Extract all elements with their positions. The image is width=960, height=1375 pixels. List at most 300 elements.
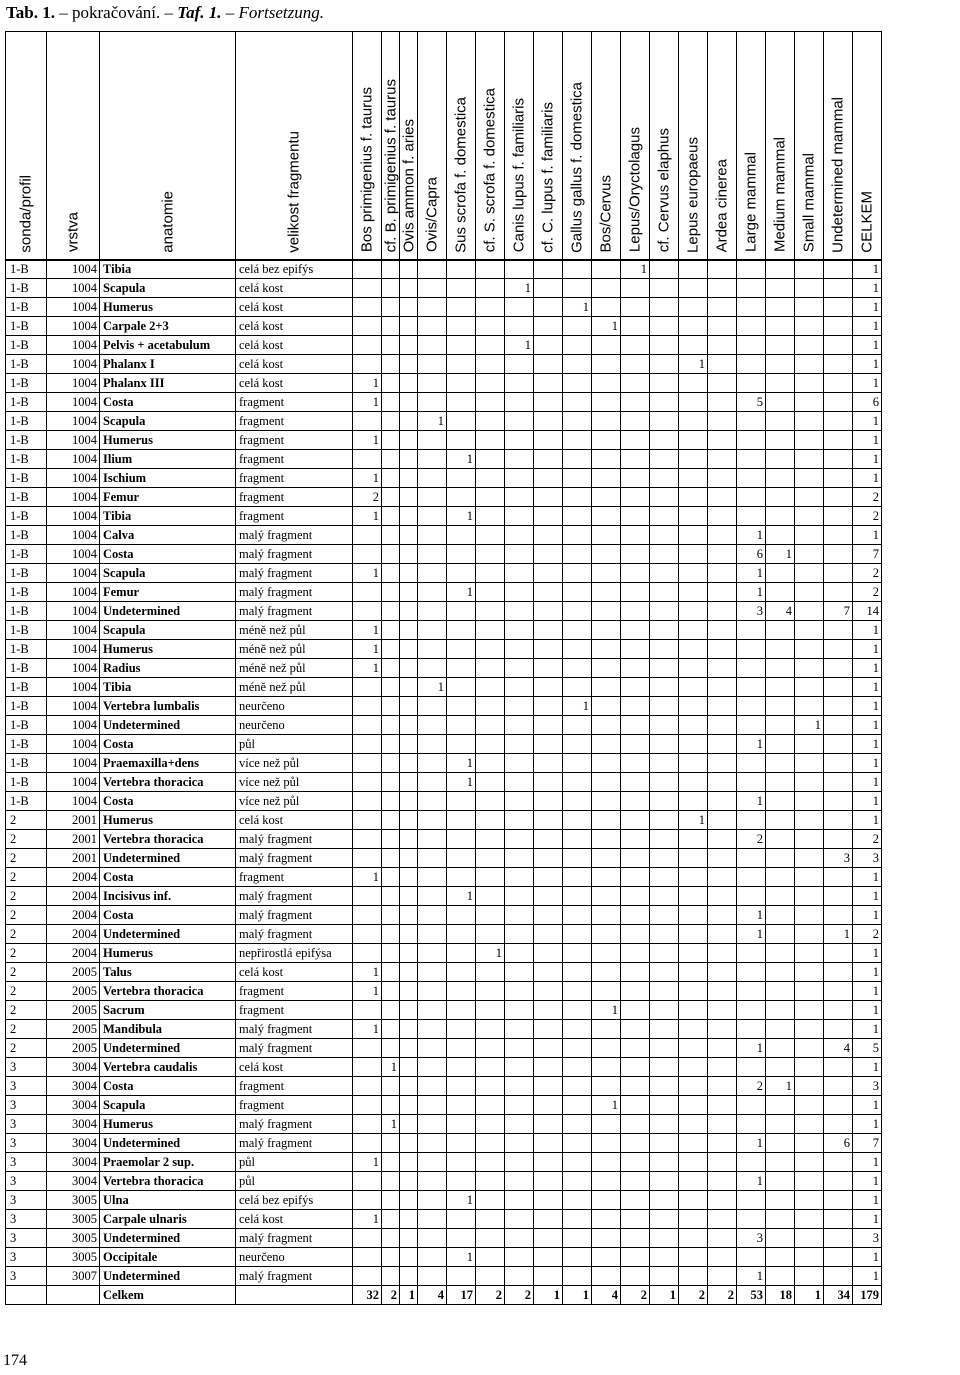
cell-count (563, 1001, 592, 1020)
cell-count (534, 1172, 563, 1191)
cell-sonda: 1-B (6, 393, 47, 412)
cell-count (382, 564, 400, 583)
cell-count (382, 887, 400, 906)
cell-count (534, 697, 563, 716)
cell-count (534, 1229, 563, 1248)
cell-count (795, 336, 824, 355)
cell-count (447, 279, 476, 298)
cell-count (621, 298, 650, 317)
total-cell: 17 (447, 1286, 476, 1305)
cell-count (382, 393, 400, 412)
table-row (6, 621, 882, 640)
cell-count (447, 545, 476, 564)
cell-count (650, 811, 679, 830)
cell-count (563, 374, 592, 393)
cell-count (621, 735, 650, 754)
cell-count (563, 1134, 592, 1153)
cell-count: 1 (592, 317, 621, 336)
table-row (6, 1115, 882, 1134)
cell-count: 1 (853, 1172, 882, 1191)
cell-vrstva: 1004 (47, 507, 100, 526)
cell-count: 1 (853, 317, 882, 336)
cell-count (766, 260, 795, 279)
cell-count (679, 773, 708, 792)
cell-count (708, 906, 737, 925)
cell-count (563, 260, 592, 279)
cell-vrstva: 1004 (47, 735, 100, 754)
cell-vrstva: 1004 (47, 659, 100, 678)
cell-count (824, 773, 853, 792)
cell-count (505, 1172, 534, 1191)
cell-velikost: méně než půl (236, 678, 353, 697)
cell-count (476, 1229, 505, 1248)
cell-count (447, 1001, 476, 1020)
cell-count (353, 1172, 382, 1191)
cell-vrstva: 1004 (47, 355, 100, 374)
cell-count (534, 678, 563, 697)
cell-count (621, 1077, 650, 1096)
cell-count (400, 716, 418, 735)
cell-anatomie: Calva (100, 526, 236, 545)
cell-count (476, 963, 505, 982)
total-cell: 2 (505, 1286, 534, 1305)
cell-count (824, 830, 853, 849)
cell-count (650, 336, 679, 355)
cell-vrstva: 1004 (47, 792, 100, 811)
cell-count (621, 1001, 650, 1020)
cell-velikost: fragment (236, 1096, 353, 1115)
cell-count (679, 754, 708, 773)
cell-count (400, 412, 418, 431)
cell-count (766, 1153, 795, 1172)
cell-count (650, 431, 679, 450)
cell-count: 1 (505, 336, 534, 355)
cell-count: 1 (853, 1153, 882, 1172)
cell-count (679, 735, 708, 754)
total-cell: 1 (534, 1286, 563, 1305)
cell-count (353, 773, 382, 792)
header-label: Medium mammal (771, 137, 789, 253)
cell-count (353, 298, 382, 317)
cell-count (447, 469, 476, 488)
cell-count: 1 (795, 716, 824, 735)
cell-count (621, 1115, 650, 1134)
cell-anatomie: Costa (100, 735, 236, 754)
cell-count (353, 906, 382, 925)
cell-count (679, 526, 708, 545)
cell-count (418, 811, 447, 830)
cell-count (476, 450, 505, 469)
cell-count (563, 944, 592, 963)
cell-count (476, 374, 505, 393)
cell-count (563, 450, 592, 469)
cell-count (708, 754, 737, 773)
cell-count (824, 906, 853, 925)
cell-count (592, 1134, 621, 1153)
cell-count (505, 716, 534, 735)
cell-count (353, 450, 382, 469)
cell-count (353, 735, 382, 754)
table-row (6, 982, 882, 1001)
table-row (6, 944, 882, 963)
cell-count (650, 982, 679, 1001)
header-taxon-7 (418, 32, 447, 260)
cell-count (708, 925, 737, 944)
cell-count: 1 (853, 868, 882, 887)
cell-count (505, 1001, 534, 1020)
cell-count (737, 1001, 766, 1020)
cell-count (563, 583, 592, 602)
cell-count (621, 583, 650, 602)
cell-count: 1 (737, 1267, 766, 1286)
cell-count (650, 925, 679, 944)
cell-count (476, 545, 505, 564)
total-cell: 34 (824, 1286, 853, 1305)
cell-count (766, 1001, 795, 1020)
cell-count (476, 792, 505, 811)
cell-velikost: neurčeno (236, 716, 353, 735)
cell-count (621, 279, 650, 298)
cell-count (447, 716, 476, 735)
cell-count: 1 (737, 564, 766, 583)
cell-anatomie: Praemolar 2 sup. (100, 1153, 236, 1172)
cell-sonda: 1-B (6, 317, 47, 336)
cell-count: 2 (353, 488, 382, 507)
cell-velikost: fragment (236, 507, 353, 526)
cell-count (382, 811, 400, 830)
cell-count (382, 621, 400, 640)
cell-count (476, 412, 505, 431)
cell-count (534, 868, 563, 887)
cell-count: 1 (737, 925, 766, 944)
cell-count (650, 564, 679, 583)
cell-count (534, 507, 563, 526)
cell-count (382, 298, 400, 317)
cell-count (766, 279, 795, 298)
cell-count (476, 1267, 505, 1286)
cell-count (766, 355, 795, 374)
cell-count (476, 678, 505, 697)
cell-count (353, 526, 382, 545)
cell-vrstva: 1004 (47, 393, 100, 412)
cell-count (708, 564, 737, 583)
cell-count (621, 963, 650, 982)
table-row (6, 355, 882, 374)
cell-sonda: 3 (6, 1210, 47, 1229)
cell-count (708, 1001, 737, 1020)
cell-count (418, 1058, 447, 1077)
cell-count (621, 1210, 650, 1229)
cell-count (679, 545, 708, 564)
cell-count (505, 1229, 534, 1248)
cell-count (563, 1191, 592, 1210)
cell-count (447, 336, 476, 355)
cell-count (505, 1058, 534, 1077)
table-row (6, 963, 882, 982)
cell-count (737, 336, 766, 355)
cell-anatomie: Scapula (100, 564, 236, 583)
table-row (6, 260, 882, 279)
cell-anatomie: Incisivus inf. (100, 887, 236, 906)
cell-count (382, 545, 400, 564)
cell-count: 1 (853, 792, 882, 811)
cell-sonda: 1-B (6, 545, 47, 564)
cell-sonda: 1-B (6, 583, 47, 602)
cell-count (447, 412, 476, 431)
cell-count (766, 1096, 795, 1115)
cell-count (795, 982, 824, 1001)
cell-count (534, 602, 563, 621)
cell-count (505, 1248, 534, 1267)
cell-anatomie: Sacrum (100, 1001, 236, 1020)
cell-count (766, 659, 795, 678)
cell-count (708, 735, 737, 754)
cell-velikost: malý fragment (236, 849, 353, 868)
cell-count (418, 1248, 447, 1267)
cell-count (766, 298, 795, 317)
total-cell: 2 (679, 1286, 708, 1305)
cell-count (766, 792, 795, 811)
cell-count (679, 431, 708, 450)
cell-count (621, 1039, 650, 1058)
cell-count (795, 735, 824, 754)
cell-count (418, 1115, 447, 1134)
table-row (6, 773, 882, 792)
cell-anatomie: Occipitale (100, 1248, 236, 1267)
header-taxon-17 (708, 32, 737, 260)
cell-count (353, 279, 382, 298)
cell-count (708, 393, 737, 412)
cell-count (353, 925, 382, 944)
cell-count (353, 1229, 382, 1248)
table-row (6, 830, 882, 849)
cell-count (795, 1210, 824, 1229)
cell-count (476, 1096, 505, 1115)
cell-count (447, 393, 476, 412)
table-row (6, 754, 882, 773)
cell-vrstva: 1004 (47, 678, 100, 697)
cell-count: 1 (853, 716, 882, 735)
cell-count (708, 640, 737, 659)
cell-count (708, 260, 737, 279)
cell-count (534, 431, 563, 450)
cell-count: 3 (737, 602, 766, 621)
table-row (6, 279, 882, 298)
cell-count (592, 849, 621, 868)
cell-count: 1 (853, 1001, 882, 1020)
cell-count (824, 982, 853, 1001)
cell-count: 5 (853, 1039, 882, 1058)
cell-count (400, 811, 418, 830)
table-row (6, 336, 882, 355)
header-label: velikost fragmentu (285, 130, 303, 253)
cell-count (382, 640, 400, 659)
cell-count (382, 982, 400, 1001)
cell-count (563, 1229, 592, 1248)
cell-count (650, 906, 679, 925)
cell-count (621, 887, 650, 906)
cell-count (795, 1058, 824, 1077)
cell-sonda: 3 (6, 1096, 47, 1115)
cell-count (592, 830, 621, 849)
cell-count (353, 1077, 382, 1096)
cell-velikost: malý fragment (236, 526, 353, 545)
total-cell: 32 (353, 1286, 382, 1305)
cell-count (795, 545, 824, 564)
cell-count (708, 773, 737, 792)
cell-count (795, 507, 824, 526)
cell-count: 1 (353, 374, 382, 393)
cell-count (708, 336, 737, 355)
cell-velikost: fragment (236, 488, 353, 507)
cell-count (447, 944, 476, 963)
cell-velikost: malý fragment (236, 925, 353, 944)
cell-count: 1 (353, 1153, 382, 1172)
cell-count (824, 944, 853, 963)
cell-count: 3 (853, 849, 882, 868)
cell-count (418, 1153, 447, 1172)
cell-count (621, 1248, 650, 1267)
cell-count (592, 659, 621, 678)
cell-count (795, 811, 824, 830)
cell-count (400, 678, 418, 697)
cell-count (737, 279, 766, 298)
cell-count: 1 (824, 925, 853, 944)
cell-count: 1 (853, 431, 882, 450)
cell-count (650, 393, 679, 412)
header-label: vrstva (64, 212, 82, 253)
cell-count (795, 393, 824, 412)
table-row (6, 716, 882, 735)
cell-count (353, 545, 382, 564)
cell-count (737, 260, 766, 279)
cell-count (824, 1172, 853, 1191)
total-cell: 2 (708, 1286, 737, 1305)
cell-velikost: celá kost (236, 279, 353, 298)
cell-count (650, 298, 679, 317)
cell-count (679, 602, 708, 621)
cell-count (824, 811, 853, 830)
cell-count (418, 830, 447, 849)
cell-count (563, 1172, 592, 1191)
cell-sonda: 3 (6, 1267, 47, 1286)
cell-count (563, 849, 592, 868)
cell-velikost: fragment (236, 412, 353, 431)
cell-velikost: méně než půl (236, 640, 353, 659)
cell-anatomie: Ulna (100, 1191, 236, 1210)
cell-vrstva: 2004 (47, 925, 100, 944)
cell-count (679, 1229, 708, 1248)
cell-count (650, 754, 679, 773)
cell-count (795, 659, 824, 678)
cell-count (353, 887, 382, 906)
cell-count (534, 982, 563, 1001)
cell-velikost: malý fragment (236, 887, 353, 906)
cell-count (476, 469, 505, 488)
cell-count (766, 868, 795, 887)
cell-velikost: fragment (236, 868, 353, 887)
cell-count (650, 697, 679, 716)
total-cell: 1 (795, 1286, 824, 1305)
cell-sonda: 1-B (6, 507, 47, 526)
cell-count (563, 279, 592, 298)
header-label: Ovis ammon f. aries (400, 119, 417, 253)
cell-count (824, 1058, 853, 1077)
cell-count (824, 887, 853, 906)
cell-count (418, 1020, 447, 1039)
cell-count (795, 906, 824, 925)
cell-velikost: malý fragment (236, 906, 353, 925)
cell-count (563, 1077, 592, 1096)
cell-count (400, 1248, 418, 1267)
cell-count: 1 (766, 1077, 795, 1096)
cell-count (382, 906, 400, 925)
cell-count: 2 (853, 507, 882, 526)
cell-count (592, 716, 621, 735)
cell-count (418, 374, 447, 393)
cell-count (534, 1096, 563, 1115)
cell-count (400, 925, 418, 944)
cell-count (592, 507, 621, 526)
cell-count (505, 982, 534, 1001)
cell-count (795, 260, 824, 279)
table-row (6, 583, 882, 602)
cell-count (418, 545, 447, 564)
cell-anatomie: Humerus (100, 811, 236, 830)
cell-sonda: 2 (6, 1039, 47, 1058)
cell-count (418, 640, 447, 659)
cell-count (650, 1229, 679, 1248)
cell-count (737, 507, 766, 526)
cell-count (795, 1115, 824, 1134)
cell-count (592, 1210, 621, 1229)
table-row (6, 450, 882, 469)
cell-count (505, 925, 534, 944)
cell-velikost: půl (236, 1172, 353, 1191)
cell-count (737, 1248, 766, 1267)
cell-count (592, 336, 621, 355)
cell-count (563, 925, 592, 944)
cell-count (679, 374, 708, 393)
cell-count (447, 355, 476, 374)
cell-count (534, 1115, 563, 1134)
cell-count (447, 697, 476, 716)
cell-count (650, 849, 679, 868)
cell-velikost: malý fragment (236, 830, 353, 849)
cell-count (534, 773, 563, 792)
cell-count (505, 640, 534, 659)
cell-count (563, 1058, 592, 1077)
cell-count (737, 640, 766, 659)
cell-count: 1 (737, 735, 766, 754)
cell-count (476, 906, 505, 925)
cell-count (382, 697, 400, 716)
cell-count: 1 (853, 1191, 882, 1210)
cell-anatomie: Humerus (100, 298, 236, 317)
cell-count (737, 450, 766, 469)
cell-vrstva: 2004 (47, 944, 100, 963)
cell-count (418, 925, 447, 944)
cell-count (708, 488, 737, 507)
cell-count (400, 507, 418, 526)
cell-count (679, 1153, 708, 1172)
cell-count (353, 1001, 382, 1020)
cell-count (353, 260, 382, 279)
cell-count (382, 716, 400, 735)
cell-count (679, 849, 708, 868)
cell-count: 3 (737, 1229, 766, 1248)
cell-count (708, 849, 737, 868)
